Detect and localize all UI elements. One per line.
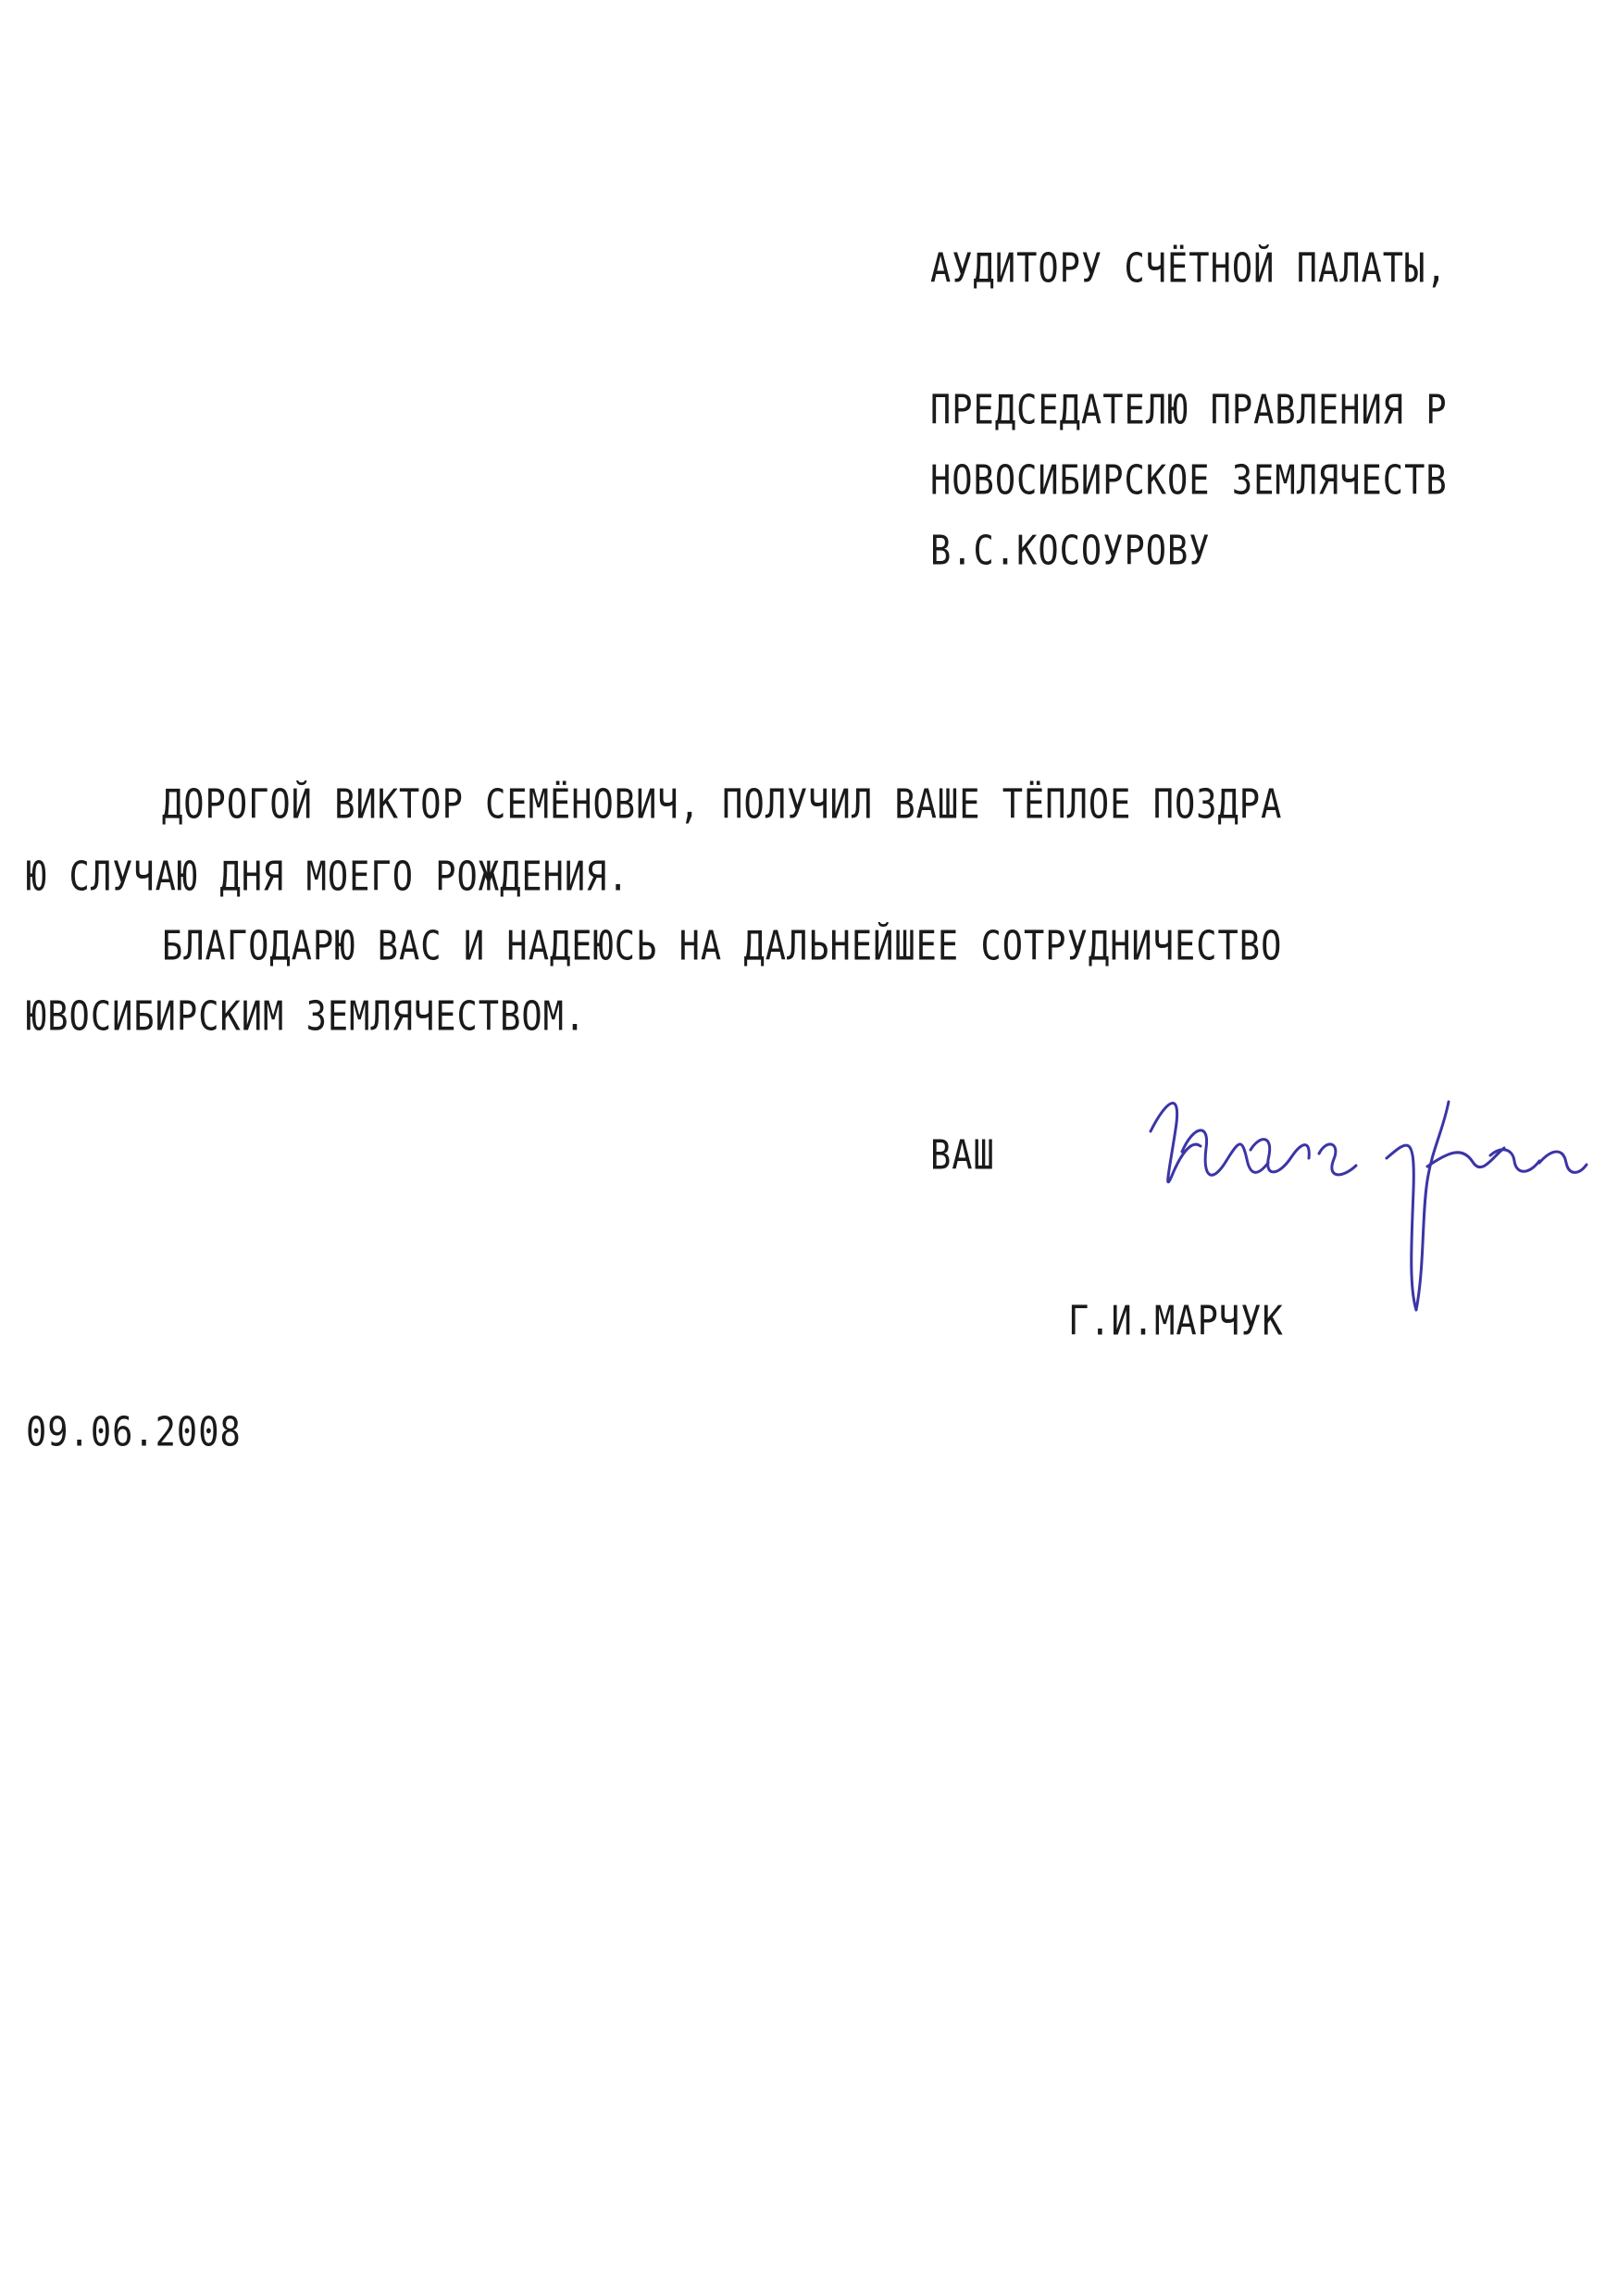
- body-line-1: ДОРОГОЙ ВИКТОР СЕМЁНОВИЧ, ПОЛУЧИЛ ВАШЕ ТЁПЛОЕ ПОЗДРА: [162, 780, 1283, 829]
- body-line-4: ЮВОСИБИРСКИМ ЗЕМЛЯЧЕСТВОМ.: [26, 992, 587, 1041]
- body-line-3: БЛАГОДАРЮ ВАС И НАДЕЮСЬ НА ДАЛЬНЕЙШЕЕ СОТРУДНИЧЕСТВО: [162, 922, 1283, 970]
- addressee-line-3: НОВОСИБИРСКОЕ ЗЕМЛЯЧЕСТВ: [930, 456, 1448, 505]
- handwritten-signature: [1125, 1081, 1592, 1313]
- letter-date: 09.06.2008: [26, 1408, 242, 1456]
- addressee-line-1: АУДИТОРУ СЧЁТНОЙ ПАЛАТЫ,: [930, 244, 1448, 293]
- body-line-2: Ю СЛУЧАЮ ДНЯ МОЕГО РОЖДЕНИЯ.: [26, 853, 629, 901]
- closing-word: ВАШ: [930, 1131, 995, 1179]
- addressee-line-4: В.С.КОСОУРОВУ: [930, 527, 1211, 575]
- signatory-name: Г.И.МАРЧУК: [1068, 1297, 1284, 1345]
- addressee-line-2: ПРЕДСЕДАТЕЛЮ ПРАВЛЕНИЯ Р: [930, 386, 1448, 434]
